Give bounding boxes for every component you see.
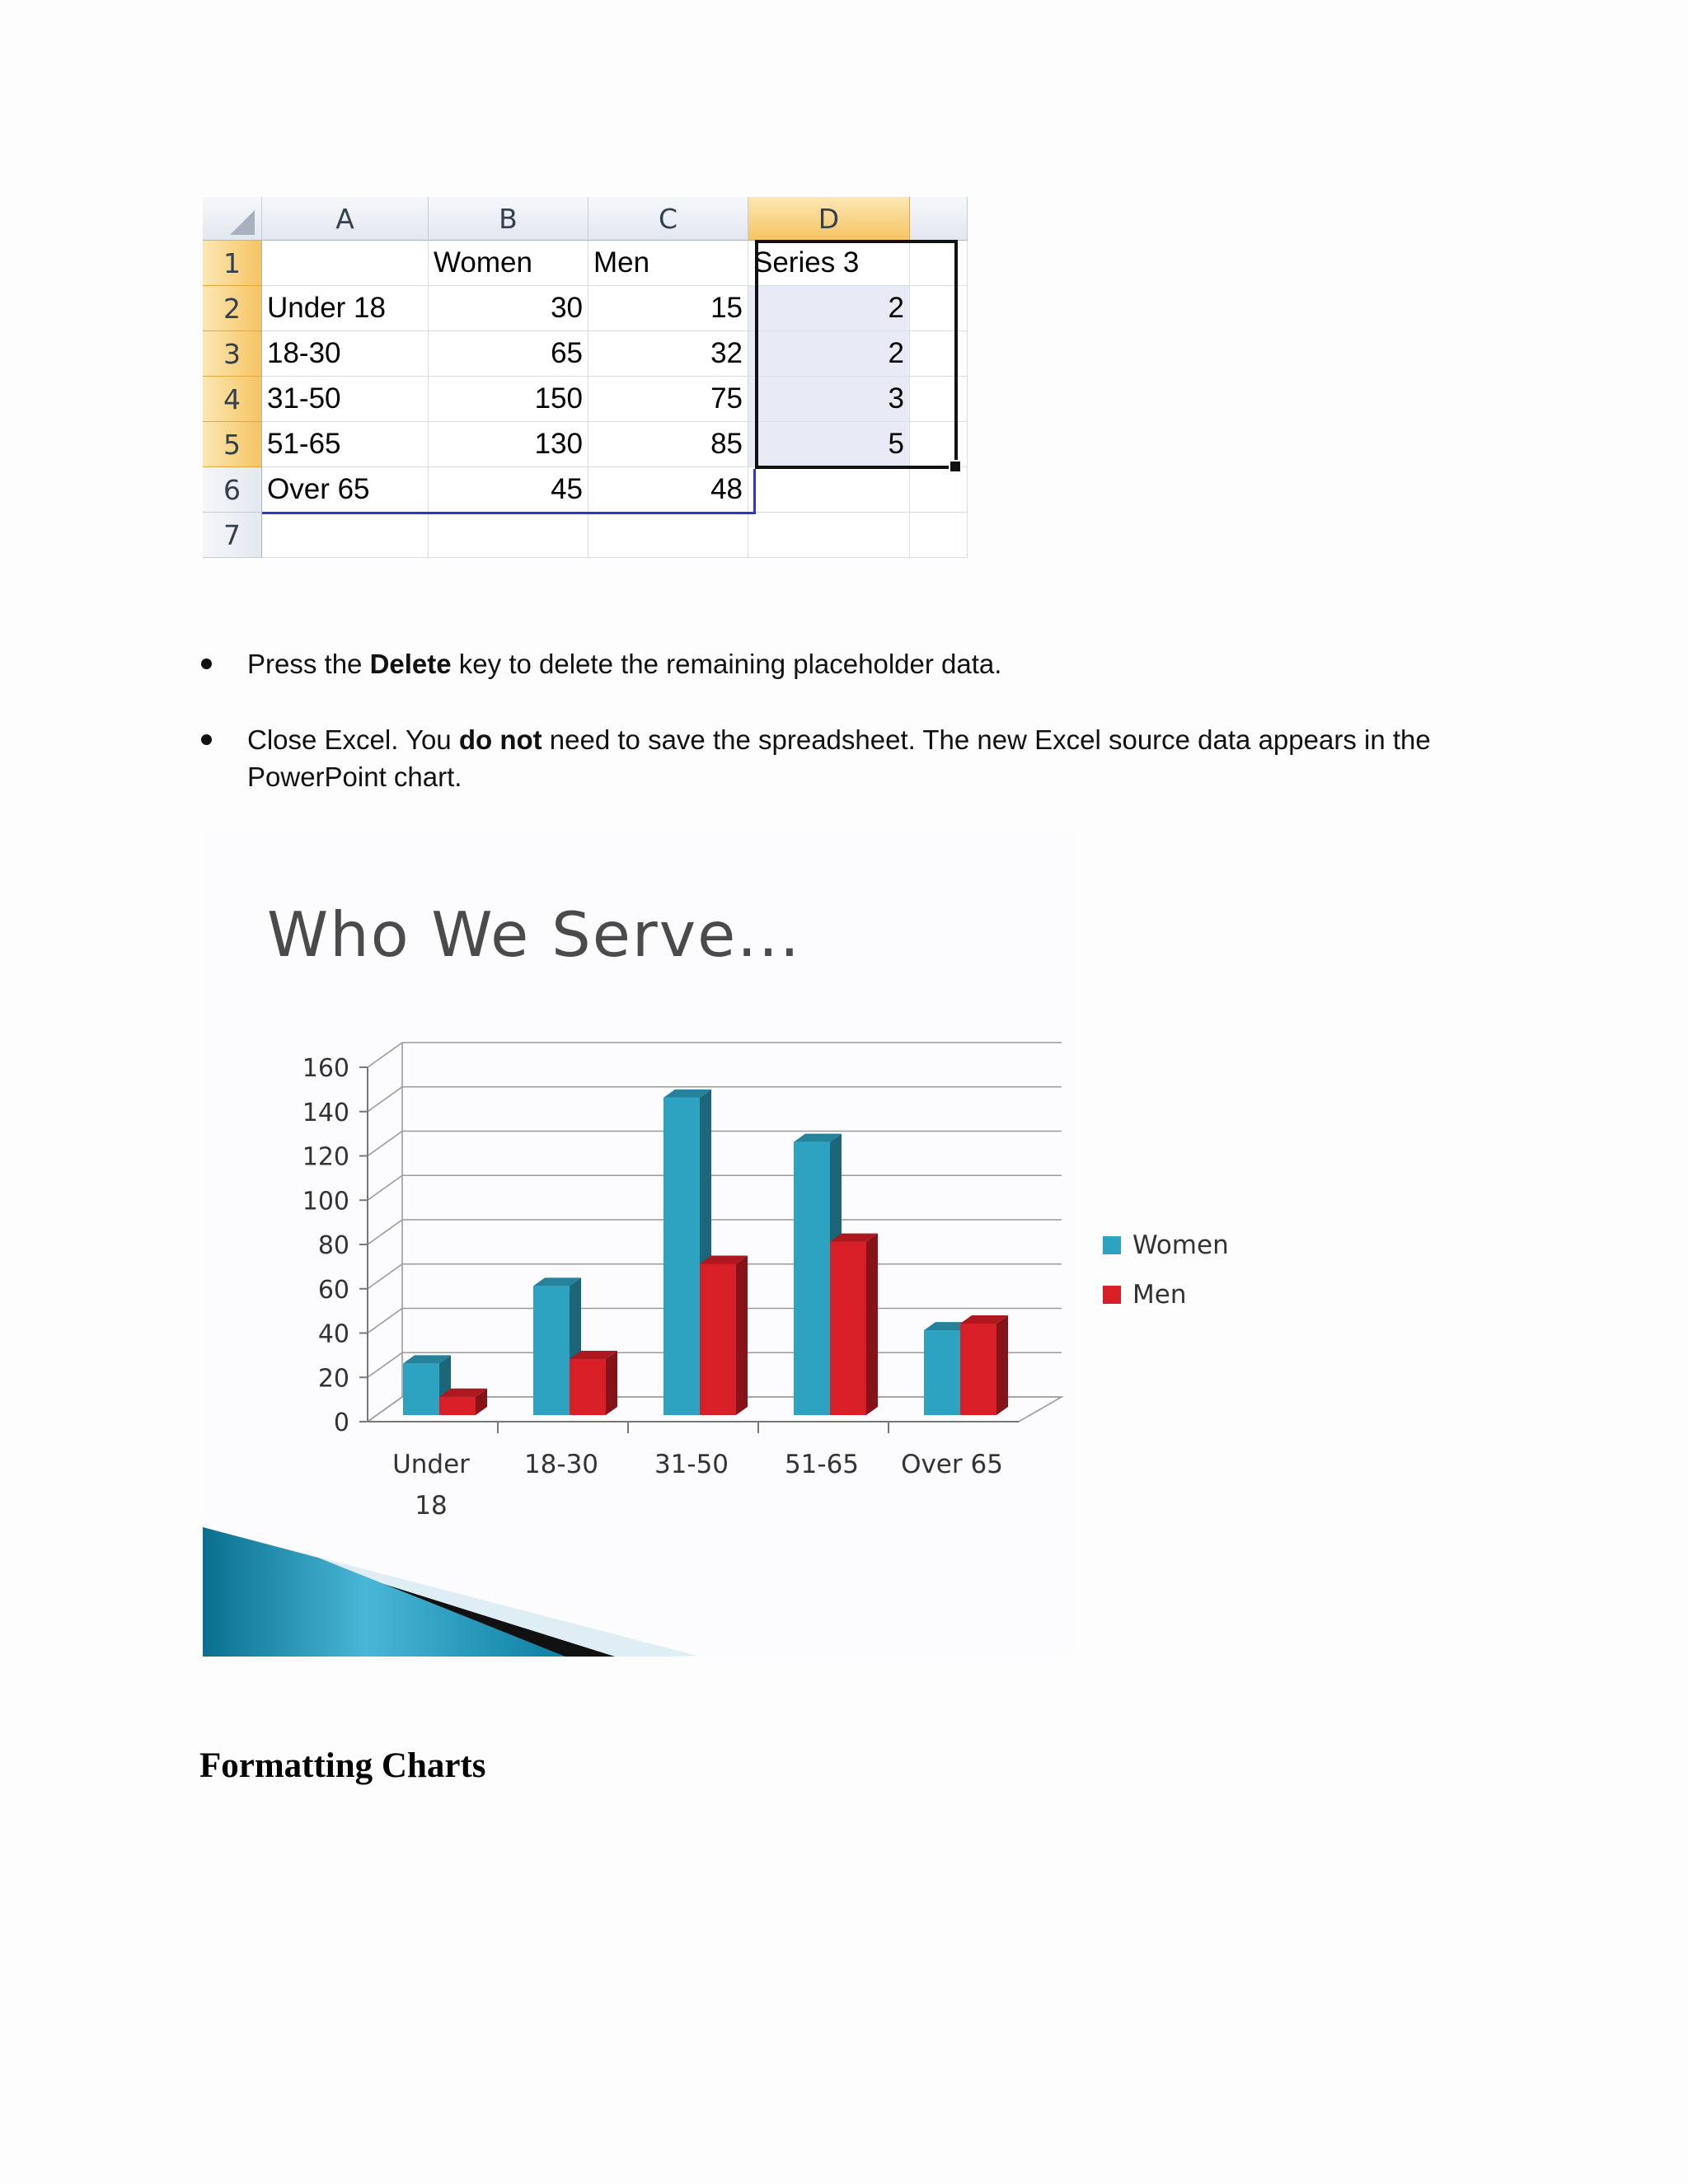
cell-a3[interactable]: 18-30 [262, 331, 429, 377]
x-tick-label: Under [392, 1450, 470, 1479]
gridline-side [368, 1132, 402, 1156]
cell-d1[interactable]: Series 3 [748, 241, 910, 286]
cell-c7[interactable] [588, 513, 748, 558]
slide-title: Who We Serve... [267, 898, 801, 971]
instruction-close-excel: Close Excel. You do not need to save the spreadsheet. The new Excel source data appears in the PowerPoint chart. [247, 721, 1533, 795]
bar-side [996, 1315, 1008, 1415]
x-tick-label: Over 65 [901, 1450, 1003, 1479]
y-tick-label: 20 [317, 1364, 349, 1394]
cell-b5[interactable]: 130 [429, 422, 588, 467]
gridline-side [368, 1309, 402, 1333]
y-tick-label: 60 [317, 1275, 349, 1305]
cell-e2[interactable] [910, 286, 968, 331]
legend-women: Women [1103, 1230, 1229, 1260]
y-tick-label: 40 [317, 1319, 349, 1349]
data-range-border [262, 512, 755, 514]
bullet-icon [201, 658, 212, 669]
bar-men-3 [830, 1234, 878, 1415]
legend-men: Men [1103, 1280, 1186, 1310]
gridline-side [368, 1175, 402, 1200]
row-header-6[interactable]: 6 [203, 467, 262, 513]
column-header-a[interactable]: A [262, 197, 429, 241]
cell-b2[interactable]: 30 [429, 286, 588, 331]
cell-e7[interactable] [910, 513, 968, 558]
section-heading: Formatting Charts [199, 1746, 486, 1785]
x-tick-label: 51-65 [784, 1450, 860, 1479]
x-tick-label: 18-30 [523, 1450, 599, 1479]
cell-c5[interactable]: 85 [588, 422, 748, 467]
gridline-side [368, 1220, 402, 1244]
bar-front [570, 1359, 606, 1415]
cell-c4[interactable]: 75 [588, 377, 748, 422]
cell-b1[interactable]: Women [429, 241, 588, 286]
y-tick-label: 100 [302, 1187, 349, 1216]
powerpoint-slide [203, 832, 1229, 1657]
cell-a7[interactable] [262, 513, 429, 558]
cell-e1[interactable] [910, 241, 968, 286]
bar-front [663, 1098, 700, 1415]
row-header-3[interactable]: 3 [203, 331, 262, 377]
cell-c6[interactable]: 48 [588, 467, 748, 513]
cell-a4[interactable]: 31-50 [262, 377, 429, 422]
data-range-border-edge [753, 469, 756, 514]
cell-a2[interactable]: Under 18 [262, 286, 429, 331]
row-header-5[interactable]: 5 [203, 422, 262, 467]
cell-e5[interactable] [910, 422, 968, 467]
column-header-b[interactable]: B [429, 197, 588, 241]
cell-c3[interactable]: 32 [588, 331, 748, 377]
bullet-icon [201, 734, 212, 745]
bar-men-0 [439, 1389, 487, 1415]
cell-d3[interactable]: 2 [748, 331, 910, 377]
gridline-side [368, 1352, 402, 1377]
column-header-c[interactable]: C [588, 197, 748, 241]
cell-a6[interactable]: Over 65 [262, 467, 429, 513]
cell-d6[interactable] [748, 467, 910, 513]
column-header-d[interactable]: D [748, 197, 910, 241]
bar-men-2 [700, 1255, 748, 1415]
row-header-7[interactable]: 7 [203, 513, 262, 558]
y-tick-label: 120 [302, 1142, 349, 1172]
bar-front [794, 1142, 830, 1415]
bar-men-4 [960, 1315, 1008, 1415]
cell-b6[interactable]: 45 [429, 467, 588, 513]
cell-b7[interactable] [429, 513, 588, 558]
cell-c2[interactable]: 15 [588, 286, 748, 331]
spreadsheet [203, 197, 961, 560]
y-tick-label: 0 [333, 1408, 349, 1437]
bar-front [830, 1242, 866, 1415]
bar-front [700, 1263, 736, 1415]
cell-e4[interactable] [910, 377, 968, 422]
cell-a5[interactable]: 51-65 [262, 422, 429, 467]
cell-d5[interactable]: 5 [748, 422, 910, 467]
bar-side [606, 1351, 617, 1415]
bar-front [533, 1286, 570, 1415]
row-header-2[interactable]: 2 [203, 286, 262, 331]
select-all-corner[interactable] [203, 197, 262, 241]
column-header-e[interactable] [910, 197, 968, 241]
y-tick-label: 140 [302, 1098, 349, 1127]
cell-a1[interactable] [262, 241, 429, 286]
y-tick-label: 160 [302, 1054, 349, 1083]
swoosh-blue [203, 1527, 565, 1657]
bar-front [924, 1330, 960, 1415]
gridline-side [368, 1264, 402, 1289]
cell-b3[interactable]: 65 [429, 331, 588, 377]
instruction-delete: Press the Delete key to delete the remaining placeholder data. [247, 645, 1533, 682]
gridline-side [368, 1087, 402, 1112]
cell-b4[interactable]: 150 [429, 377, 588, 422]
bar-side [736, 1255, 748, 1415]
x-tick-label: 18 [415, 1491, 448, 1521]
bar-front [439, 1397, 476, 1415]
row-header-4[interactable]: 4 [203, 377, 262, 422]
row-header-1[interactable]: 1 [203, 241, 262, 286]
bar-front [403, 1363, 439, 1415]
legend-swatch-women [1103, 1236, 1121, 1254]
cell-d4[interactable]: 3 [748, 377, 910, 422]
cell-d7[interactable] [748, 513, 910, 558]
cell-e6[interactable] [910, 467, 968, 513]
cell-c1[interactable]: Men [588, 241, 748, 286]
gridline-side [368, 1043, 402, 1067]
legend-swatch-men [1103, 1286, 1121, 1304]
cell-e3[interactable] [910, 331, 968, 377]
bar-men-1 [570, 1351, 617, 1415]
bar-side [866, 1234, 878, 1415]
column-chart [203, 832, 1076, 1657]
x-tick-label: 31-50 [654, 1450, 729, 1479]
cell-d2[interactable]: 2 [748, 286, 910, 331]
y-tick-label: 80 [317, 1231, 349, 1260]
bar-front [960, 1324, 996, 1415]
